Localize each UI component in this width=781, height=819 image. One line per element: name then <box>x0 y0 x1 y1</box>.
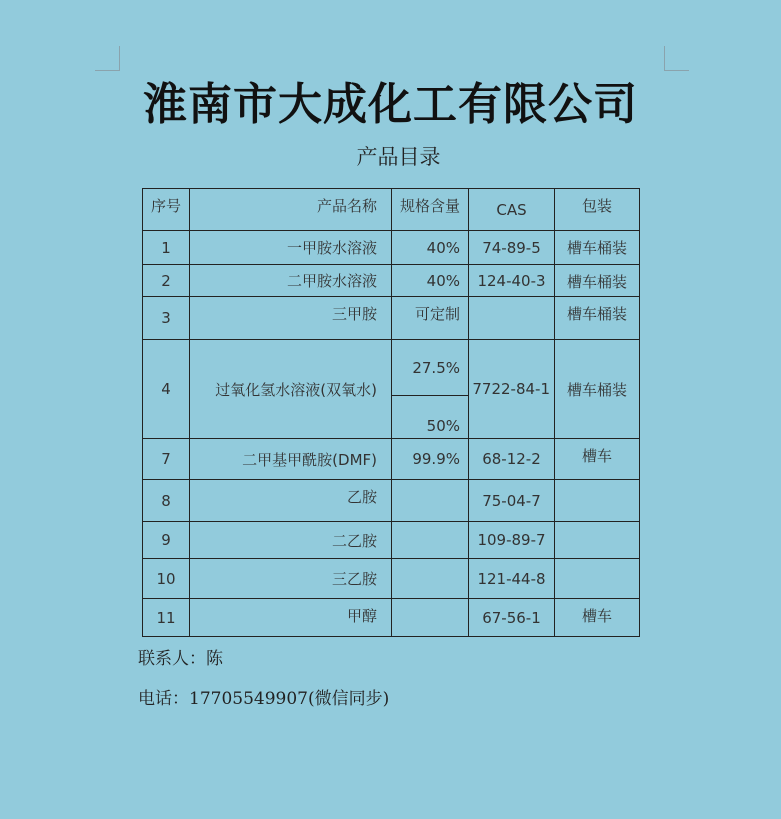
cell-pack <box>555 480 640 522</box>
cell-cas: 124-40-3 <box>469 265 555 297</box>
cell-spec <box>392 480 469 522</box>
cell-name: 甲醇 <box>190 599 392 637</box>
table-row <box>143 599 640 637</box>
header-name: 产品名称 <box>190 189 392 231</box>
table-row <box>143 522 640 559</box>
cell-pack: 槽车桶装 <box>555 297 640 340</box>
cell-no: 9 <box>143 522 190 559</box>
cell-cas: 7722-84-1 <box>469 340 555 439</box>
cell-cas: 74-89-5 <box>469 231 555 265</box>
cell-pack: 槽车桶装 <box>555 265 640 297</box>
cell-pack: 槽车 <box>555 439 640 480</box>
cell-pack <box>555 559 640 599</box>
cell-no: 2 <box>143 265 190 297</box>
cell-pack: 槽车桶装 <box>555 231 640 265</box>
cell-spec: 40% <box>392 265 469 297</box>
table-row <box>143 439 640 480</box>
header-pack: 包装 <box>555 189 640 231</box>
header-cas: CAS <box>469 189 555 231</box>
cell-name: 二甲基甲酰胺(DMF) <box>190 439 392 480</box>
table-row <box>143 340 640 396</box>
cell-spec <box>392 559 469 599</box>
cell-spec: 可定制 <box>392 297 469 340</box>
cell-no: 7 <box>143 439 190 480</box>
table-row <box>143 231 640 265</box>
cell-no: 4 <box>143 340 190 439</box>
cell-spec: 99.9% <box>392 439 469 480</box>
crop-mark-top-right <box>664 46 689 71</box>
cell-name: 二乙胺 <box>190 522 392 559</box>
cell-no: 3 <box>143 297 190 340</box>
table-row <box>143 559 640 599</box>
company-title: 淮南市大成化工有限公司 <box>143 79 638 130</box>
contact-phone: 电话：17705549907(微信同步) <box>138 689 390 709</box>
header-no: 序号 <box>143 189 190 231</box>
product-table <box>142 188 640 637</box>
cell-name: 过氧化氢水溶液(双氧水) <box>190 340 392 439</box>
table-row <box>143 265 640 297</box>
cell-spec-secondary: 50% <box>392 396 469 439</box>
cell-name: 二甲胺水溶液 <box>190 265 392 297</box>
table-row <box>143 297 640 340</box>
cell-no: 10 <box>143 559 190 599</box>
cell-pack: 槽车桶装 <box>555 340 640 439</box>
contact-person: 联系人：陈 <box>138 649 223 669</box>
table-header-row <box>143 189 640 231</box>
cell-name: 乙胺 <box>190 480 392 522</box>
header-spec: 规格含量 <box>392 189 469 231</box>
cell-cas: 75-04-7 <box>469 480 555 522</box>
cell-pack <box>555 522 640 559</box>
cell-no: 11 <box>143 599 190 637</box>
crop-mark-top-left <box>95 46 120 71</box>
cell-name: 三甲胺 <box>190 297 392 340</box>
cell-cas: 67-56-1 <box>469 599 555 637</box>
cell-cas: 109-89-7 <box>469 522 555 559</box>
cell-spec: 40% <box>392 231 469 265</box>
cell-cas: 121-44-8 <box>469 559 555 599</box>
cell-name: 一甲胺水溶液 <box>190 231 392 265</box>
cell-cas <box>469 297 555 340</box>
cell-spec <box>392 599 469 637</box>
cell-pack: 槽车 <box>555 599 640 637</box>
cell-spec: 27.5% <box>392 340 469 396</box>
cell-no: 1 <box>143 231 190 265</box>
cell-no: 8 <box>143 480 190 522</box>
cell-spec <box>392 522 469 559</box>
table-row <box>143 480 640 522</box>
cell-name: 三乙胺 <box>190 559 392 599</box>
catalog-title: 产品目录 <box>356 145 441 169</box>
cell-cas: 68-12-2 <box>469 439 555 480</box>
